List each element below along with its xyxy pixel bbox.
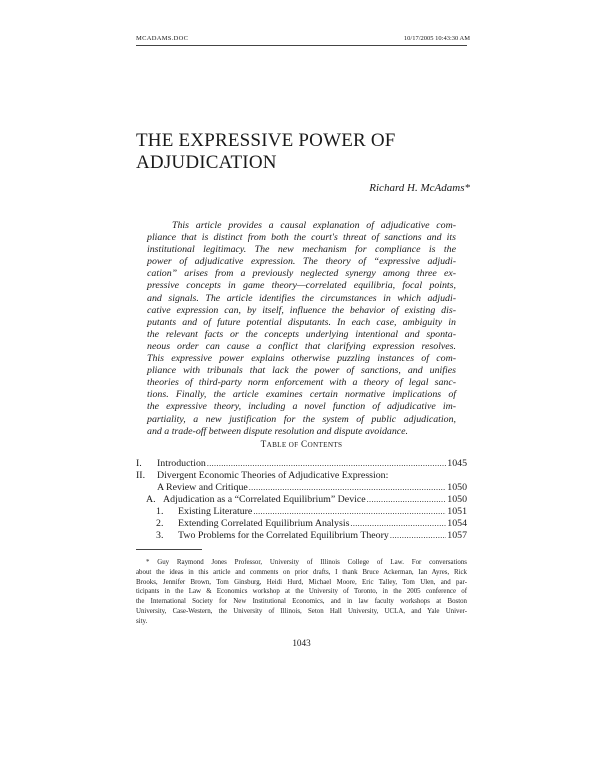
footnote-line: Brooks, Jennifer Brown, Tom Ginsburg, Heidi Hurd, Michael Moore, Eric Talley, Tom Ulen, and par-: [136, 578, 467, 586]
toc-entry-page: 1045: [447, 458, 467, 469]
article-title-line-1: THE EXPRESSIVE POWER OF: [136, 130, 396, 151]
article-title: [136, 130, 467, 174]
running-header-filename: MCADAMS.DOC: [136, 35, 189, 42]
toc-entry-text: A Review and Critique: [157, 482, 248, 493]
toc-entry-two-problems[interactable]: [136, 530, 467, 542]
abstract-line: and a trade-off between dispute resolution and dispute avoidance.: [147, 425, 409, 437]
toc-entry-text: Adjudication as a “Correlated Equilibrium” Device: [163, 494, 366, 505]
footnote-rule: [136, 549, 202, 550]
toc-leader-dots: [350, 518, 446, 530]
footnote-line: * Guy Raymond Jones Professor, University of Illinois College of Law. For conversations: [146, 559, 467, 566]
footnote-line: ticipants in the Law & Economics workshop at the University of Toronto, in the 2005 conference of: [136, 588, 467, 596]
header-rule: [136, 45, 467, 46]
footnote-line: University, Case-Western, the University of Illinois, Seton Hall University, UCLA, and Yale Univer-: [136, 607, 467, 615]
toc-entry-number: A.: [146, 494, 156, 505]
abstract-line: theories of third-party norm enforcement with a theory of legal sanc-: [147, 377, 456, 389]
toc-entry-text: Extending Correlated Equilibrium Analysis: [178, 518, 350, 529]
toc-entry-review-critique[interactable]: [136, 482, 467, 494]
abstract-line: power of adjudicative expression. The theory of “expressive adjudi-: [147, 256, 456, 268]
toc-heading-rest-1: ABLE OF: [266, 441, 299, 449]
abstract-line: This expressive power explains otherwise puzzling instances of com-: [147, 353, 456, 365]
toc-entry-introduction[interactable]: [136, 458, 467, 470]
abstract-line: pliance that is distinct from both the court's threat of sanctions and its: [147, 232, 456, 244]
author-footnote: [136, 558, 467, 627]
toc-entry-number: 3.: [156, 530, 164, 541]
running-header-timestamp: 10/17/2005 10:43:30 AM: [403, 35, 470, 42]
abstract-line: putants and of future potential disputants. In each case, ambiguity in: [147, 316, 456, 328]
abstract: [147, 220, 456, 438]
toc-entry-page: 1051: [447, 506, 467, 517]
abstract-line: pressive concepts in game theory—correlated equilibria, focal points,: [147, 280, 456, 292]
toc-entry-existing-literature[interactable]: [136, 506, 467, 518]
abstract-line: tions. Finally, the article examines certain normative implications of: [147, 389, 456, 401]
toc-heading: [136, 439, 467, 449]
toc-entry-page: 1054: [447, 518, 467, 529]
toc-heading-rest-2: ONTENTS: [307, 441, 343, 449]
author-name: Richard H. McAdams*: [369, 182, 470, 194]
toc-entry-text: Divergent Economic Theories of Adjudicative Expression:: [157, 470, 389, 481]
footnote-line: sity.: [136, 617, 148, 625]
toc-entry-text: Existing Literature: [178, 506, 253, 517]
toc-entry-page: 1050: [447, 494, 467, 505]
abstract-line: and signals. The article identifies the circumstances in which adjudi-: [147, 292, 456, 304]
toc-heading-cap-2: C: [301, 439, 308, 449]
abstract-line: the expressive theory, including a novel function of adjudicative im-: [147, 401, 456, 413]
toc-leader-dots: [207, 458, 446, 470]
toc-entry-correlated-equilibrium[interactable]: [136, 494, 467, 506]
toc-entry-text: Two Problems for the Correlated Equilibrium Theory: [178, 530, 389, 541]
abstract-line: the relevant facts or the concepts underlying intentional and sponta-: [147, 328, 456, 340]
abstract-line: cative expression can, by itself, influence the behavior of existing dis-: [147, 304, 456, 316]
abstract-line: This article provides a causal explanation of adjudicative com-: [172, 220, 456, 231]
toc-leader-dots: [249, 482, 446, 494]
toc-leader-dots: [253, 506, 446, 518]
toc-entry-extending-analysis[interactable]: [136, 518, 467, 530]
abstract-line: institutional legitimacy. The new mechanism for compliance is the: [147, 244, 456, 256]
toc-leader-dots: [367, 494, 447, 506]
abstract-line: neous order can cause a conflict that clarifying expression resolves.: [147, 340, 456, 352]
toc-entry-divergent-theories[interactable]: [136, 470, 467, 482]
toc-entry-number: I.: [136, 458, 142, 469]
toc-entry-page: 1050: [447, 482, 467, 493]
footnote-line: about the ideas in this article and comments on prior drafts, I thank Bruce Ackerman, Ian Ayres, Rick: [136, 568, 467, 576]
page-number: 1043: [292, 638, 311, 648]
abstract-line: partiality, a new justification for the system of public adjudication,: [147, 413, 456, 425]
toc-entry-number: 1.: [156, 506, 164, 517]
toc-entry-number: 2.: [156, 518, 164, 529]
toc-entry-page: 1057: [447, 530, 467, 541]
article-title-line-2: ADJUDICATION: [136, 152, 277, 173]
toc-entry-text: Introduction: [157, 458, 206, 469]
footnote-line: the International Society for New Institutional Economics, and in law faculty workshops at Boston: [136, 598, 467, 606]
toc-heading-cap-1: T: [260, 439, 267, 449]
toc-entry-number: II.: [136, 470, 146, 481]
toc-leader-dots: [390, 530, 446, 542]
abstract-line: cation” arises from a previously neglected synergy among three ex-: [147, 268, 456, 280]
abstract-line: pliance with tribunals that lack the power of sanctions, and unifies: [147, 365, 456, 377]
